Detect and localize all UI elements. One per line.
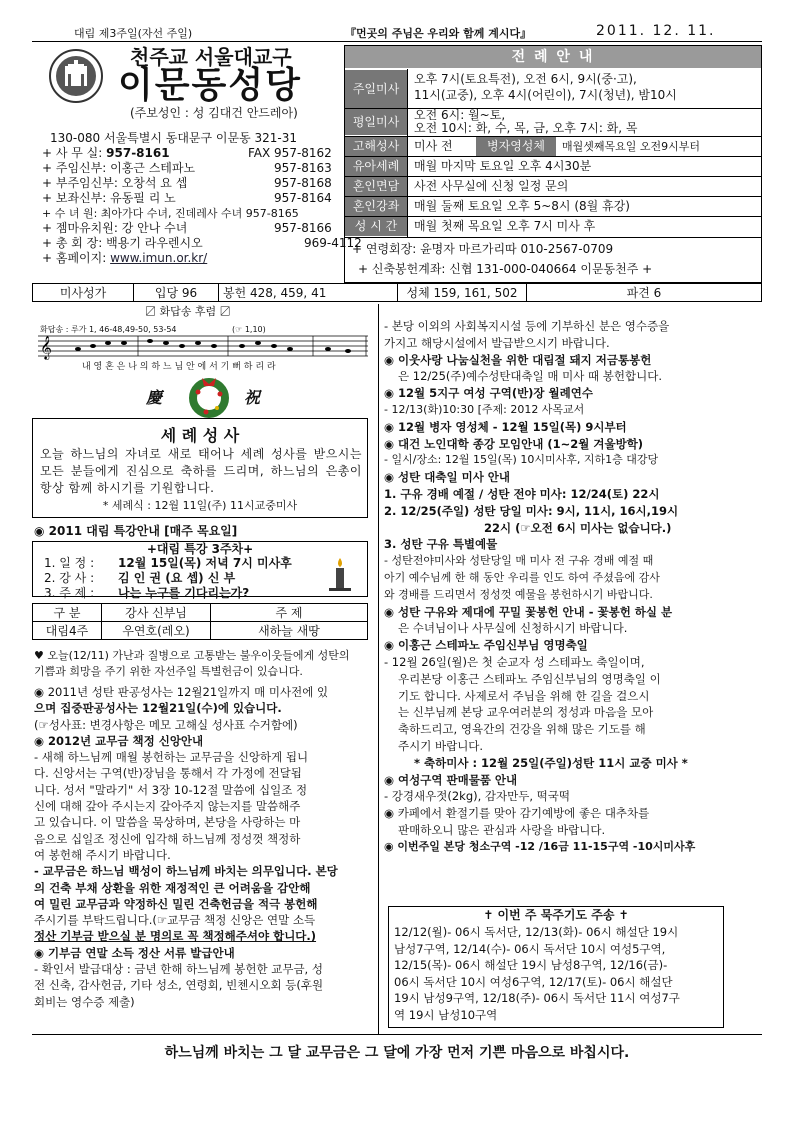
contact-row: + 총 회 장: 백용기 라우렌시오 969-4112	[42, 236, 362, 250]
contact-row: + 보좌신부: 유동필 리 노 957-8164	[42, 191, 332, 205]
announcement-line: 전 신축, 감사헌금, 기타 성소, 연령회, 빈첸시오회 등(후원	[34, 978, 324, 993]
table-cell: 대림4주	[33, 622, 102, 640]
rosary-line: 12/15(목)- 06시 해설단 19시 남성8구역, 12/16(금)-	[394, 958, 668, 972]
announcement-line: 은 수녀님이나 사무실에 신청하시기 바랍니다.	[398, 621, 628, 636]
announcement-line: 기도 합니다. 사제로서 주님을 위해 한 길을 걸으시	[398, 688, 650, 703]
announcement-line: - 새해 하느님께 매월 봉헌하는 교무금을 신앙하게 됩니	[34, 750, 309, 765]
celebration-char-1: 慶	[146, 388, 163, 407]
contact-list	[42, 146, 362, 266]
table-cell: 우연호(레오)	[102, 622, 211, 640]
announcement-line: 여 밀린 교무금과 약정하신 밀린 건축헌금을 적극 봉헌해	[34, 896, 318, 911]
charity-sunday-note-2: 기쁨과 희망을 주기 위한 자선주일 특별헌금이 있습니다.	[34, 665, 303, 678]
schedule-title: 전 례 안 내	[345, 46, 761, 68]
sick-communion-value: 매월셋째목요일 오전9시부터	[562, 140, 701, 153]
announcement-line: - 일시/장소: 12월 15일(목) 10시미사후, 지하1층 대강당	[384, 453, 659, 467]
announcement-line: 고 있습니다. 이 말씀을 묵상하며, 본당을 사랑하는 마	[34, 815, 301, 830]
advent-lecture-table	[32, 603, 368, 640]
parish-logo	[48, 48, 104, 104]
contact-row: + 주임신부: 이홍근 스테파노 957-8163	[42, 161, 332, 175]
marriage-interview-value: 사전 사무실에 신청 일정 문의	[414, 179, 569, 193]
advent-row: 2. 강 사 : 김 인 권 (요 셉) 신 부	[44, 571, 236, 585]
announcement-line: 음으로 십일조 정신에 입각해 하느님께 정성껏 책정하	[34, 831, 301, 846]
announcement-line: (☞성사표: 변경사항은 메모 고해실 성사표 수거함에)	[34, 717, 298, 732]
announcement-line: ◉ 성탄 구유와 제대에 꾸밀 꽃봉헌 안내 - 꽃봉헌 하실 분	[384, 604, 673, 619]
rosary-schedule	[394, 924, 680, 1023]
announcement-line: ◉ 여성구역 판매물품 안내	[384, 772, 518, 787]
homepage-link[interactable]: www.imun.or.kr/	[110, 251, 208, 265]
holy-hour-label: 성 시 간	[345, 217, 407, 236]
announcement-line: ◉ 12월 5지구 여성 구역(반)장 월례연수	[384, 386, 593, 401]
announcement-line: 판매하오니 많은 관심과 사랑을 바랍니다.	[398, 822, 606, 837]
rosary-line: 역 19시 남성10구역	[394, 1007, 498, 1022]
announcement-line: ◉ 이홍근 스테파노 주임신부님 영명축일	[384, 638, 588, 653]
infant-baptism-value: 매월 마지막 토요일 오후 4시30분	[414, 159, 592, 173]
psalm-title: 〼 화답송 후렴 〼	[145, 305, 231, 318]
announcement-line: ◉ 2012년 교무금 책정 신앙안내	[34, 733, 204, 748]
footer-rule	[32, 1034, 762, 1035]
building-fund-account: + 신축봉헌계좌: 신협 131-000-040664 이문동천주 +	[358, 262, 653, 276]
table-cell: 새하늘 새땅	[211, 622, 368, 640]
hymn-label: 미사성가	[33, 284, 134, 302]
col-header: 구 분	[33, 604, 102, 622]
contact-row: + 사 무 실: 957-8161 FAX 957-8162	[42, 146, 332, 160]
weekday-mass-label: 평일미사	[345, 109, 407, 135]
sunday-mass-label: 주일미사	[345, 70, 407, 108]
svg-text:𝄞: 𝄞	[40, 335, 52, 359]
weekday-mass-line2: 오전 10시: 화, 수, 목, 금, 오후 7시: 화, 목	[414, 121, 638, 135]
announcement-line: - 본당 이외의 사회복지시설 등에 기부하신 분은 영수증을	[384, 319, 670, 333]
hymn-dismissal: 파견 6	[527, 284, 762, 302]
advent-box-title: +대림 특강 3주차+	[146, 542, 254, 556]
announcement-line: ◉ 12월 병자 영성체 - 12월 15일(목) 9시부터	[384, 419, 627, 434]
hymn-communion: 성체 159, 161, 502	[398, 284, 527, 302]
charity-sunday-note-1: ♥ 오늘(12/11) 가난과 질병으로 고통받는 불우이웃들에게 성탄의	[34, 649, 350, 662]
hymn-entry: 입당 96	[134, 284, 219, 302]
announcement-line: ◉ 기부금 연말 소득 정산 서류 발급안내	[34, 945, 235, 960]
parish-name: 이문동성당	[118, 65, 302, 106]
marriage-interview-label: 혼인면담	[345, 177, 407, 196]
contact-row: + 홈페이지: www.imun.or.kr/	[42, 251, 208, 265]
announcement-line: 2. 12/25(주일) 성탄 당일 미사: 9시, 11시, 16시,19시	[384, 503, 679, 518]
liturgical-week: 대림 제3주일(자선 주일)	[74, 27, 193, 40]
rosary-line: 19시 남성9구역, 12/18(주)- 06시 독서단 11시 여성7구	[394, 991, 680, 1005]
psalm-lyrics: 내 영 혼 은 나 의 하 느 님 안 에 서 기 뻐 하 리 라	[82, 362, 276, 372]
announcement-line: - 강경새우젓(2kg), 감자만두, 떡국떡	[384, 789, 570, 804]
announcement-line: 와 경배를 드리면서 정성껏 예물을 봉헌하시기 바랍니다.	[384, 587, 653, 601]
celebration-char-2: 祝	[244, 388, 261, 407]
announcement-line: 주시기 바랍니다.	[398, 738, 484, 753]
announcement-line: 가지고 해당시설에서 발급받으시기 바랍니다.	[384, 335, 610, 350]
sick-communion-label: 병자영성체	[476, 137, 556, 156]
motto: 『먼곳의 주님은 우리와 함께 계시다』	[345, 27, 532, 40]
advent-row: 1. 일 정 : 12월 15일(목) 저녁 7시 미사후	[44, 556, 292, 570]
announcement-line: 22시 (☞오전 6시 미사는 없습니다.)	[484, 520, 672, 535]
announcement-line: ◉ 카페에서 환절기를 맞아 감기예방에 좋은 대추차를	[384, 806, 650, 821]
confession-label: 고해성사	[345, 137, 407, 156]
marriage-course-label: 혼인강좌	[345, 197, 407, 216]
rosary-line: 06시 독서단 10시 여성6구역, 12/17(토)- 06시 해설단	[394, 974, 673, 989]
advent-lecture-heading: ◉ 2011 대림 특강안내 [매주 목요일]	[34, 524, 238, 538]
announcement-line: ◉ 대건 노인대학 종강 모임안내 (1~2월 겨울방학)	[384, 436, 644, 451]
right-announcements	[384, 318, 764, 856]
hymn-offertory: 봉헌 428, 459, 41	[219, 284, 398, 302]
announcement-line: ◉ 성탄 대축일 미사 안내	[384, 470, 511, 485]
announcement-line: ◉ 2011년 성탄 판공성사는 12월21일까지 매 미사전에 있	[34, 685, 329, 699]
hymn-table	[32, 283, 762, 302]
announcement-line: 여 봉헌해 주시기 바랍니다.	[34, 847, 171, 862]
announcement-line: 정산 기부금 받으실 분 명의로 꼭 책정해주셔야 합니다.)	[34, 929, 317, 944]
holy-hour-value: 매월 첫째 목요일 오후 7시 미사 후	[414, 219, 596, 233]
announcement-line: 의 건축 부채 상환을 위한 재정적인 큰 어려움을 감안해	[34, 880, 311, 895]
announcement-line: 는 신부님께 본당 교우여러분의 정성과 마음을 모아	[398, 705, 654, 720]
rosary-line: 남성7구역, 12/14(수)- 06시 독서단 10시 여성5구역,	[394, 941, 666, 956]
announcement-line: - 12월 26일(월)은 첫 순교자 성 스테파노 축일이며,	[384, 654, 645, 669]
announcement-line: 신에 대해 갚아 주시는지 갚아주지 않는지를 말씀해주	[34, 799, 301, 814]
christmas-wreath-icon	[184, 372, 234, 418]
col-header: 강사 신부님	[102, 604, 211, 622]
left-announcements	[34, 684, 374, 1010]
announcement-line: * 축하미사 : 12월 25일(주일)성탄 11시 교중 미사 *	[414, 755, 688, 770]
announcement-line: - 성탄전야미사와 성탄당일 매 미사 전 구유 경배 예절 때	[384, 554, 654, 568]
baptism-title: 세 례 성 사	[160, 426, 240, 445]
footer-message: 하느님께 바치는 그 달 교무금은 그 달에 가장 먼저 기쁜 마음으로 바칩시다.	[164, 1045, 630, 1061]
announcement-line: 으며 집중판공성사는 12월21일(수)에 있습니다.	[34, 701, 282, 716]
announcement-line: 아기 예수님께 한 해 동안 우리를 인도 하여 주셨음에 감사	[384, 570, 660, 584]
sunday-mass-line1: 오후 7시(토요특전), 오전 6시, 9시(중·고),	[414, 72, 637, 86]
baptism-note: * 세례식 : 12월 11일(주) 11시교중미사	[102, 499, 298, 512]
psalm-music-staff	[38, 330, 368, 360]
funeral-society-contact: + 연령회장: 윤명자 마르가리따 010-2567-0709	[352, 242, 614, 256]
baptism-body: 오늘 하느님의 자녀로 새로 태어나 세례 성사를 받으시는 모든 분들에게 진심으로 축하를 드리며, 하느님의 은총이 항상 함께 하시기를 기원합니다.	[40, 447, 362, 495]
rosary-line: 12/12(월)- 06시 독서단, 12/13(화)- 06시 해설단 19시	[394, 925, 679, 939]
contact-row: + 젬마유치원: 강 안나 수녀 957-8166	[42, 221, 332, 235]
label-column-divider	[407, 69, 408, 237]
announcement-line: 축하드리고, 영육간의 건강을 위해 많은 기도를 해	[398, 722, 646, 737]
announcement-line: 우리본당 이홍근 스테파노 주임신부님의 영명축일 이	[398, 671, 661, 686]
rosary-title: ✝ 이번 주 묵주기도 주송 ✝	[483, 908, 629, 922]
announcement-line: - 확인서 발급대상 : 금년 한해 하느님께 봉헌한 교무금, 성	[34, 962, 323, 977]
contact-row: + 부주임신부: 오창석 요 셉 957-8168	[42, 176, 332, 190]
announcement-line: 은 12/25(주)예수성탄대축일 매 미사 때 봉헌합니다.	[398, 369, 663, 384]
announcement-line: 3. 성탄 구유 특별예물	[384, 537, 498, 552]
announcement-line: ◉ 이웃사랑 나눔실천을 위한 대림절 돼지 저금통봉헌	[384, 352, 652, 367]
announcement-line: 다. 신앙서는 구역(반)장님을 통해서 각 가정에 전달됩	[34, 766, 302, 781]
column-divider	[378, 304, 379, 1034]
issue-date: 2011. 12. 11.	[596, 23, 716, 39]
announcement-line: 주시기를 부탁드립니다.(☞교무금 책정 신앙은 연말 소득	[34, 913, 316, 928]
announcement-line: 1. 구유 경배 예절 / 성탄 전야 미사: 12/24(토) 22시	[384, 486, 660, 501]
col-header: 주 제	[211, 604, 368, 622]
sunday-mass-line2: 11시(교중), 오후 4시(어린이), 7시(청년), 밤10시	[414, 88, 677, 102]
weekday-mass-line1: 오전 6시: 월~토,	[414, 108, 506, 122]
advent-lecture-details	[44, 556, 292, 601]
candle-icon	[325, 556, 355, 596]
contact-row: + 수 녀 원: 최아가다 수녀, 진데레사 수녀 957-8165	[42, 207, 299, 220]
psalm-source: 화답송 : 루가 1, 46-48,49-50, 53-54	[40, 325, 177, 334]
confession-value: 미사 전	[414, 139, 453, 153]
announcement-line: ◉ 이번주일 본당 청소구역 -12 /16금 11-15구역 -10시미사후	[384, 839, 696, 853]
header-rule	[32, 41, 762, 42]
announcement-line: 회비는 영수증 제출)	[34, 994, 135, 1009]
address: 130-080 서울특별시 동대문구 이문동 321-31	[50, 131, 298, 145]
patron-saint: (주보성인 : 성 김대건 안드레아)	[130, 106, 298, 120]
announcement-line: - 교무금은 하느님 백성이 하느님께 바치는 의무입니다. 본당	[34, 864, 338, 879]
announcement-line: 니다. 성서 "말라기" 서 3장 10-12절 말씀에 십일조 정	[34, 782, 308, 797]
row-divider	[345, 237, 761, 238]
infant-baptism-label: 유아세례	[345, 157, 407, 176]
diocese-name: 천주교 서울대교구	[130, 45, 292, 69]
announcement-line: - 12/13(화)10:30 [주제: 2012 사목교서	[384, 402, 585, 416]
marriage-course-value: 매월 둘째 토요일 오후 5~8시 (8월 휴강)	[414, 199, 630, 213]
psalm-ref: (☞ 1,10)	[232, 325, 266, 334]
advent-row: 3. 주 제 : 나는 누구를 기다리는가?	[44, 586, 250, 600]
